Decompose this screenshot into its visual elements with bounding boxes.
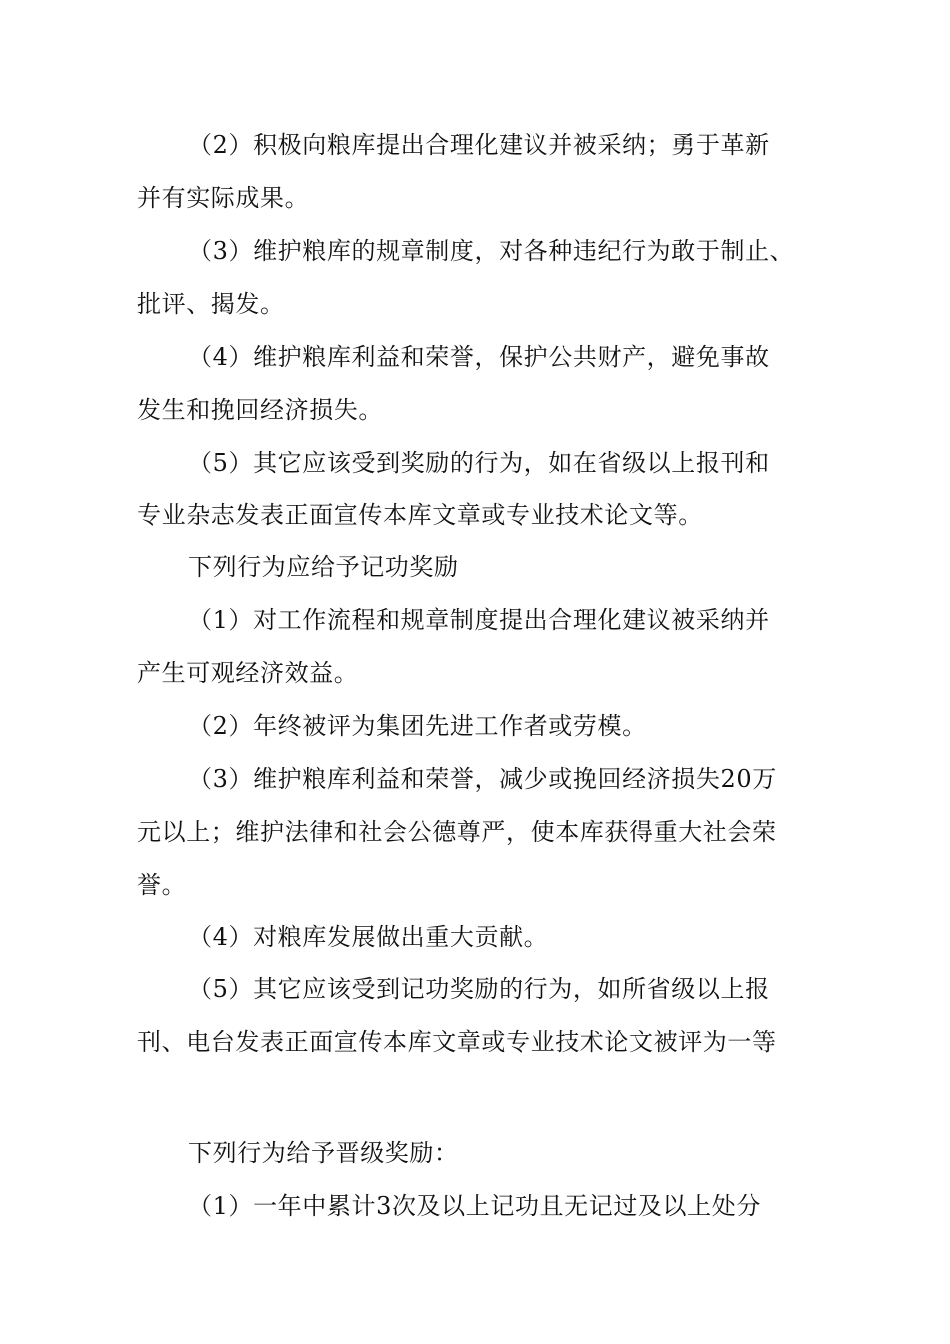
paragraph-line: （1）一年中累计3次及以上记功且无记过及以上处分 xyxy=(188,1192,761,1220)
section-heading: 下列行为给予晋级奖励： xyxy=(188,1139,459,1167)
section-heading: 下列行为应给予记功奖励 xyxy=(188,553,459,581)
paragraph-line: 批评、揭发。 xyxy=(137,290,285,318)
paragraph-line: 并有实际成果。 xyxy=(137,184,310,212)
paragraph-line: （3）维护粮库利益和荣誉，减少或挽回经济损失20万 xyxy=(188,765,777,793)
paragraph-line: （2）年终被评为集团先进工作者或劳模。 xyxy=(188,712,647,740)
paragraph-line: （3）维护粮库的规章制度，对各种违纪行为敢于制止、 xyxy=(188,237,795,265)
paragraph-line: （1）对工作流程和规章制度提出合理化建议被采纳并 xyxy=(188,606,770,634)
paragraph-line: 誉。 xyxy=(137,871,187,899)
paragraph-line: 元以上；维护法律和社会公德尊严，使本库获得重大社会荣 xyxy=(137,818,777,846)
paragraph-line: 产生可观经济效益。 xyxy=(137,659,359,687)
paragraph-line: （4）维护粮库利益和荣誉，保护公共财产，避免事故 xyxy=(188,343,770,371)
paragraph-line: （5）其它应该受到记功奖励的行为，如所省级以上报 xyxy=(188,975,770,1003)
paragraph-line: （5）其它应该受到奖励的行为，如在省级以上报刊和 xyxy=(188,449,770,477)
paragraph-line: 发生和挽回经济损失。 xyxy=(137,396,383,424)
paragraph-line: 刊、电台发表正面宣传本库文章或专业技术论文被评为一等 xyxy=(137,1028,777,1056)
paragraph-line: 专业杂志发表正面宣传本库文章或专业技术论文等。 xyxy=(137,501,703,529)
paragraph-line: （4）对粮库发展做出重大贡献。 xyxy=(188,923,549,951)
paragraph-line: （2）积极向粮库提出合理化建议并被采纳；勇于革新 xyxy=(188,131,770,159)
